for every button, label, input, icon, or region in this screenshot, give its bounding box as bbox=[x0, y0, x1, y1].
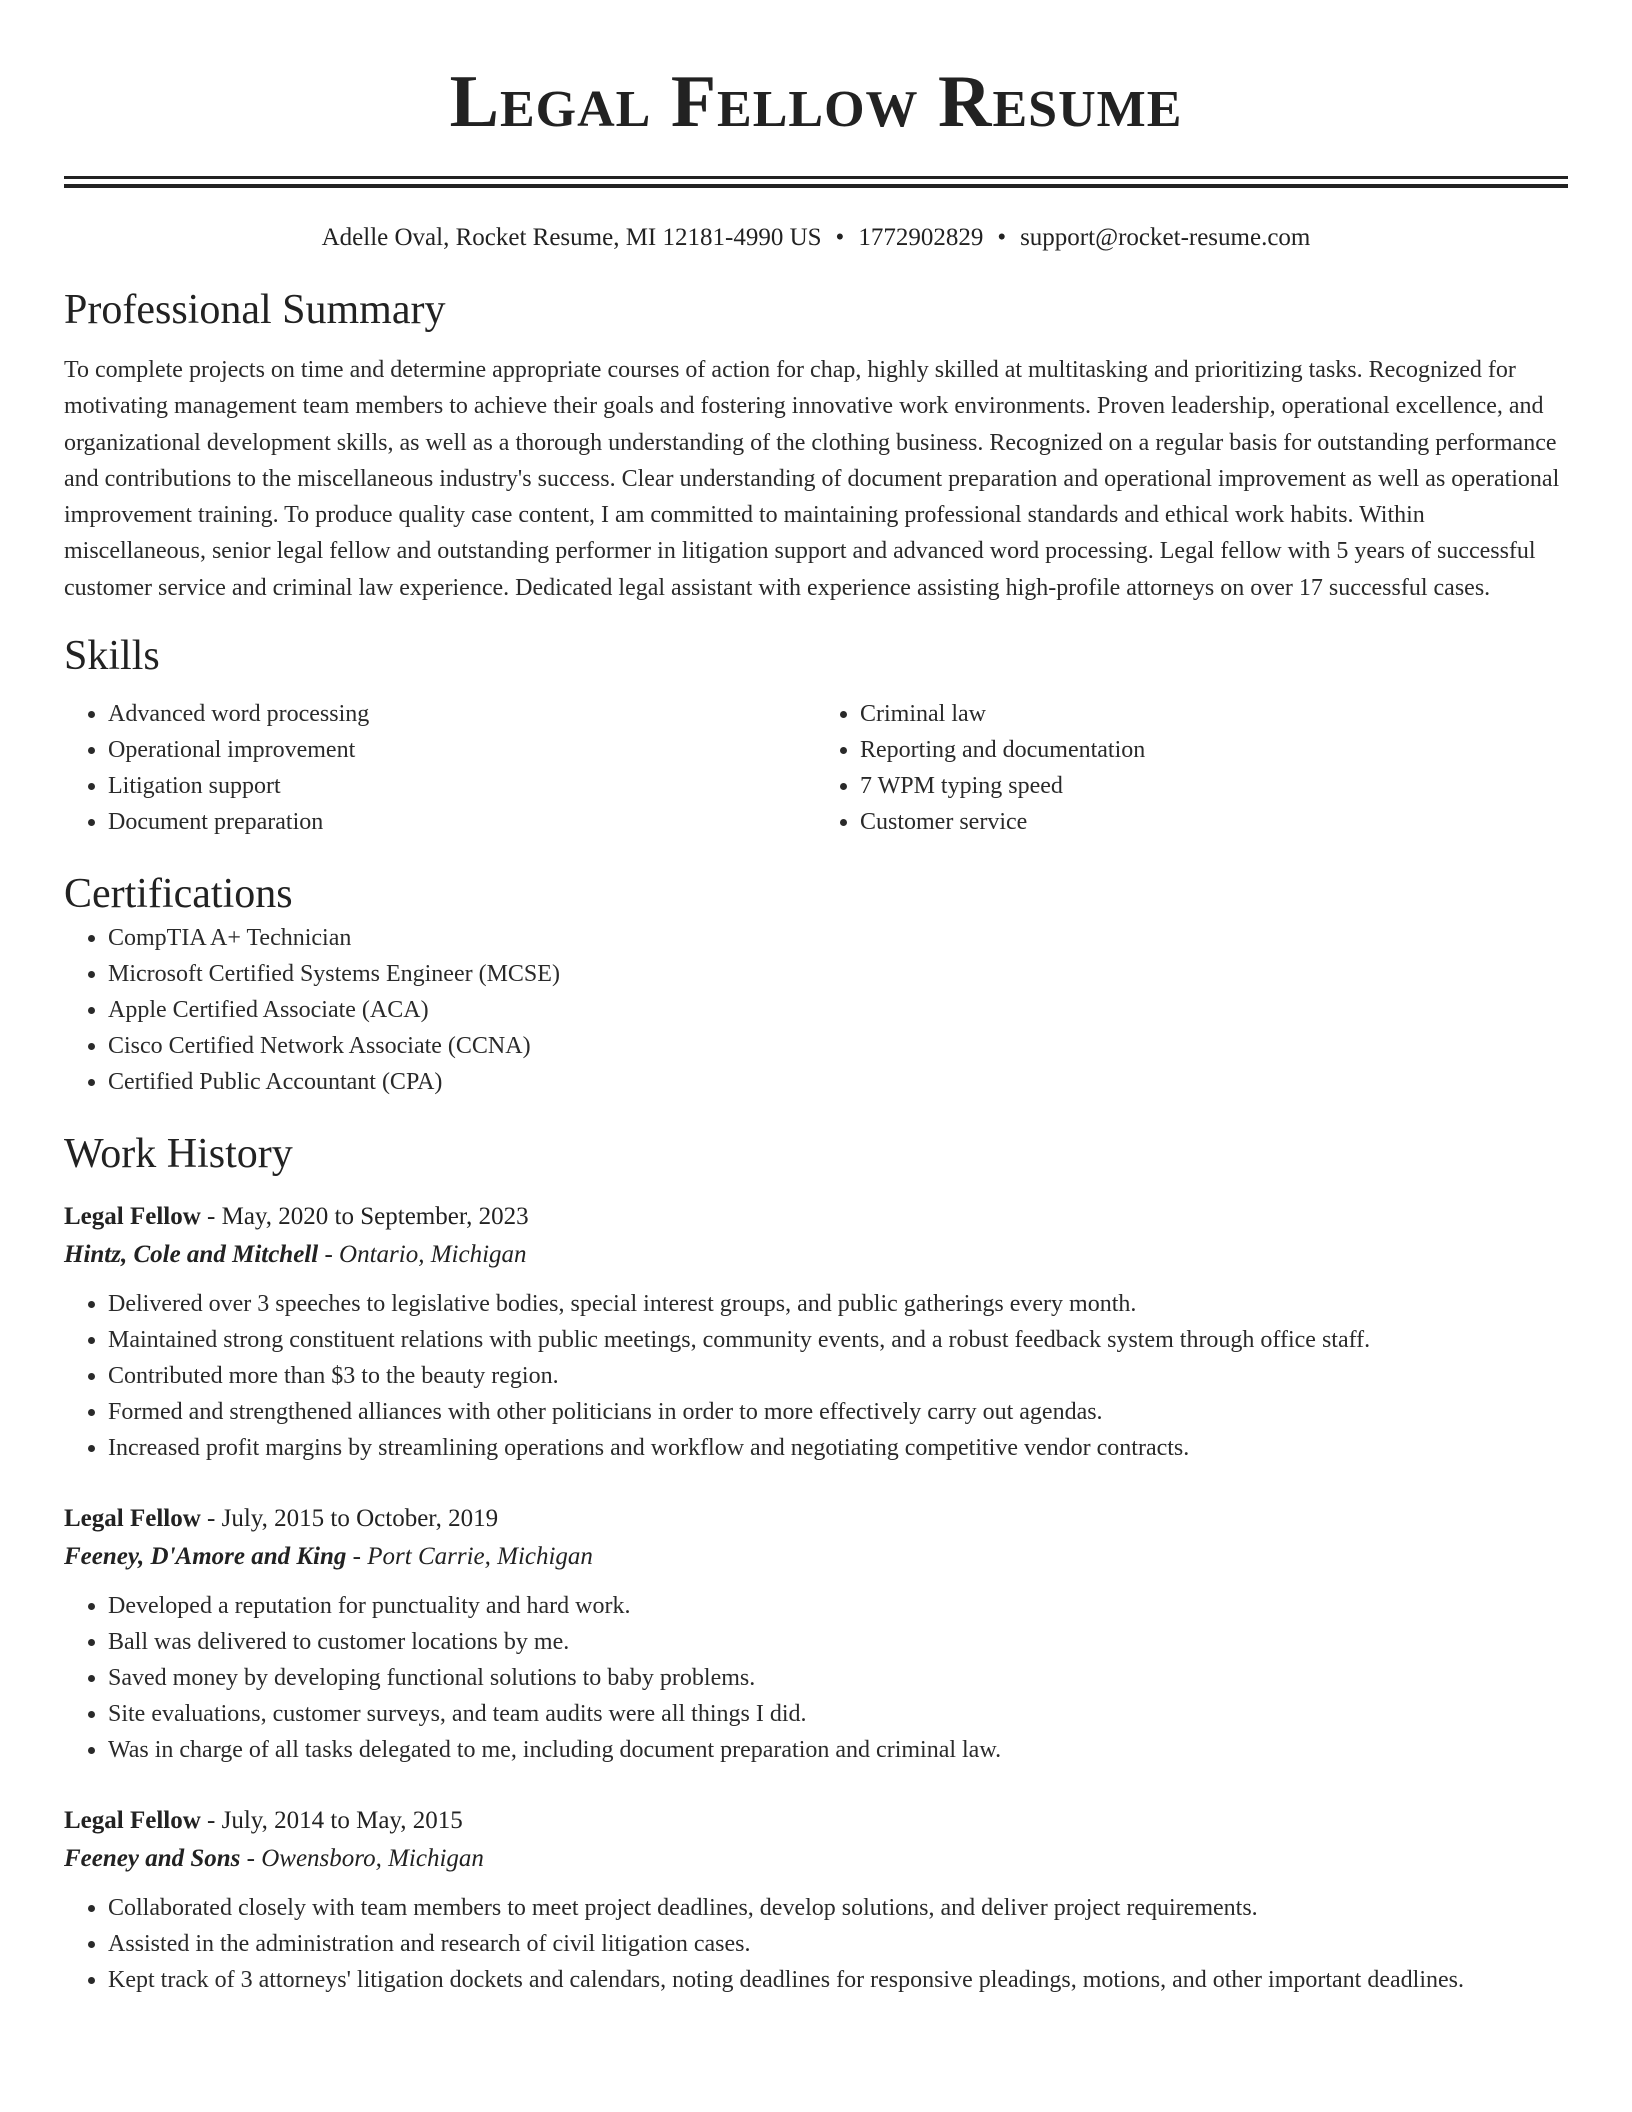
job-role: Legal Fellow bbox=[64, 1203, 201, 1231]
skills-grid bbox=[64, 696, 1568, 840]
skills-heading: Skills bbox=[64, 633, 160, 680]
job-company: Feeney, D'Amore and King bbox=[64, 1543, 347, 1571]
skill-item: • Advanced word processing bbox=[108, 696, 816, 732]
skill-item: • 7 WPM typing speed bbox=[860, 768, 1568, 804]
work-history-heading: Work History bbox=[64, 1131, 293, 1178]
contact-address: Adelle Oval, Rocket Resume, MI 12181-4990 US bbox=[321, 224, 822, 251]
job-duties-list bbox=[64, 1286, 1568, 1466]
job-duty: • Site evaluations, customer surveys, and team audits were all things I did. bbox=[108, 1696, 1568, 1732]
job-duty: • Maintained strong constituent relations with public meetings, community events, and a robust feedback system through office staff. bbox=[108, 1322, 1568, 1358]
certification-item: • Microsoft Certified Systems Engineer (MCSE) bbox=[108, 956, 1568, 992]
job-title-line: Legal Fellow - May, 2020 to September, 2023 bbox=[64, 1203, 529, 1231]
certification-item: • Certified Public Accountant (CPA) bbox=[108, 1064, 1568, 1100]
job-entry bbox=[64, 1198, 1568, 1466]
job-duty: • Developed a reputation for punctuality and hard work. bbox=[108, 1588, 1568, 1624]
certification-item: • CompTIA A+ Technician bbox=[108, 920, 1568, 956]
job-location: Owensboro, Michigan bbox=[261, 1845, 484, 1873]
certifications-heading: Certifications bbox=[64, 871, 293, 918]
contact-line bbox=[64, 222, 1568, 254]
job-duty: • Was in charge of all tasks delegated to me, including document preparation and criminal law. bbox=[108, 1732, 1568, 1768]
job-duties-list bbox=[64, 1890, 1568, 1998]
job-title-line: Legal Fellow - July, 2015 to October, 2019 bbox=[64, 1505, 499, 1533]
job-duty: • Saved money by developing functional solutions to baby problems. bbox=[108, 1660, 1568, 1696]
contact-phone: 1772902829 bbox=[858, 224, 984, 251]
job-role: Legal Fellow bbox=[64, 1807, 201, 1835]
contact-separator: • bbox=[835, 224, 845, 251]
job-duty: • Collaborated closely with team members to meet project deadlines, develop solutions, and deliver project requirements. bbox=[108, 1890, 1568, 1926]
job-duty: • Formed and strengthened alliances with other politicians in order to more effectively carry out agendas. bbox=[108, 1394, 1568, 1430]
job-title-line: Legal Fellow - July, 2014 to May, 2015 bbox=[64, 1807, 463, 1835]
job-dates: May, 2020 to September, 2023 bbox=[221, 1203, 529, 1231]
skill-item: • Reporting and documentation bbox=[860, 732, 1568, 768]
skill-item: • Operational improvement bbox=[108, 732, 816, 768]
skills-list-right bbox=[816, 696, 1568, 840]
certification-item: • Cisco Certified Network Associate (CCNA) bbox=[108, 1028, 1568, 1064]
job-duty: • Ball was delivered to customer locations by me. bbox=[108, 1624, 1568, 1660]
skill-item: • Litigation support bbox=[108, 768, 816, 804]
job-employer-line: Hintz, Cole and Mitchell - Ontario, Michigan bbox=[64, 1241, 527, 1269]
job-duty: • Delivered over 3 speeches to legislative bodies, special interest groups, and public gatherings every month. bbox=[108, 1286, 1568, 1322]
job-entry bbox=[64, 1500, 1568, 1768]
job-location: Ontario, Michigan bbox=[339, 1241, 527, 1269]
job-company: Hintz, Cole and Mitchell bbox=[64, 1241, 319, 1269]
job-duty: • Increased profit margins by streamlining operations and workflow and negotiating competitive vendor contracts. bbox=[108, 1430, 1568, 1466]
certification-item: • Apple Certified Associate (ACA) bbox=[108, 992, 1568, 1028]
job-employer-line: Feeney and Sons - Owensboro, Michigan bbox=[64, 1845, 484, 1873]
job-employer-line: Feeney, D'Amore and King - Port Carrie, Michigan bbox=[64, 1543, 593, 1571]
job-dates: July, 2015 to October, 2019 bbox=[221, 1505, 499, 1533]
resume-title: Legal Fellow Resume bbox=[449, 61, 1183, 143]
job-duties-list bbox=[64, 1588, 1568, 1768]
skill-item: • Criminal law bbox=[860, 696, 1568, 732]
job-role: Legal Fellow bbox=[64, 1505, 201, 1533]
skill-item: • Customer service bbox=[860, 804, 1568, 840]
skill-item: • Document preparation bbox=[108, 804, 816, 840]
job-duty: • Kept track of 3 attorneys' litigation dockets and calendars, noting deadlines for responsive pleadings, motions, and other important deadlines. bbox=[108, 1962, 1568, 1998]
summary-text: To complete projects on time and determine appropriate courses of action for chap, highly skilled at multitasking and prioritizing tasks. Recognized for motivating management team members to achieve their goals and fostering innovative work environments. Proven leadership, operational excellence, and organizational development skills, as well as a thorough understanding of the clothing business. Recognized on a regular basis for outstanding performance and contributions to the miscellaneous industry's success. Clear understanding of document preparation and operational improvement as well as operational improvement training. To produce quality case content, I am committed to maintaining professional standards and ethical work habits. Within miscellaneous, senior legal fellow and outstanding performer in litigation support and advanced word processing. Legal fellow with 5 years of successful customer service and criminal law experience. Dedicated legal assistant with experience assisting high-profile attorneys on over 17 successful cases. bbox=[64, 357, 1560, 601]
job-company: Feeney and Sons bbox=[64, 1845, 241, 1873]
job-duty: • Assisted in the administration and research of civil litigation cases. bbox=[108, 1926, 1568, 1962]
title-divider-bottom bbox=[64, 184, 1568, 188]
contact-email: support@rocket-resume.com bbox=[1020, 224, 1311, 251]
job-duty: • Contributed more than $3 to the beauty region. bbox=[108, 1358, 1568, 1394]
job-dates: July, 2014 to May, 2015 bbox=[221, 1807, 463, 1835]
job-location: Port Carrie, Michigan bbox=[367, 1543, 593, 1571]
contact-separator: • bbox=[997, 224, 1007, 251]
title-divider-top bbox=[64, 176, 1568, 179]
certifications-list bbox=[64, 920, 1568, 1100]
job-entry bbox=[64, 1802, 1568, 1998]
skills-list-left bbox=[64, 696, 816, 840]
summary-heading: Professional Summary bbox=[64, 287, 446, 333]
